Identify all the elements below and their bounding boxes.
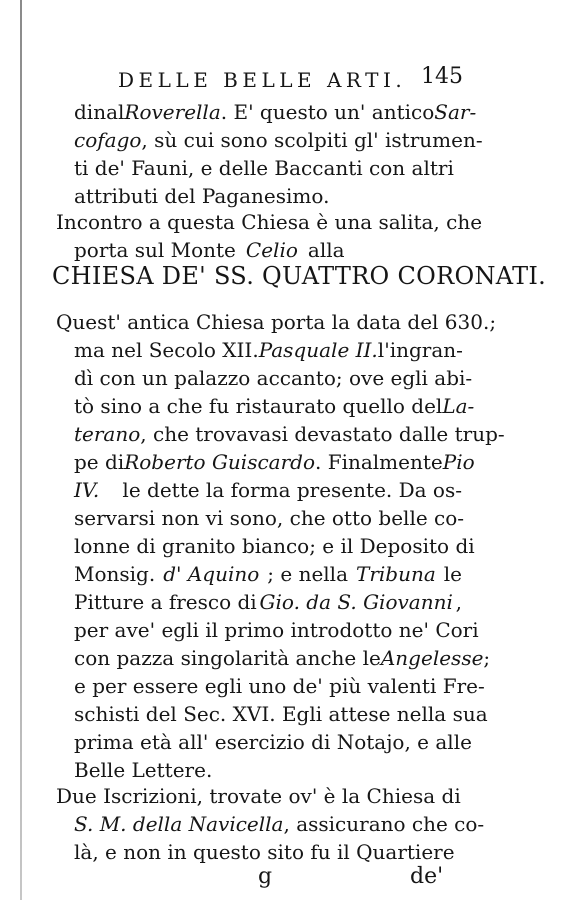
running-title: DELLE BELLE ARTI. bbox=[118, 68, 407, 92]
text-line: schisti del Sec. XVI. Egli attese nella sua bbox=[74, 702, 488, 726]
catchword: de' bbox=[410, 864, 444, 889]
text-line: attributi del Paganesimo. bbox=[74, 184, 330, 208]
text-line: con pazza singolarità anche le Angelesse ; bbox=[74, 646, 491, 670]
page-edge-shadow bbox=[20, 0, 22, 900]
running-header bbox=[118, 64, 463, 98]
text-line: IV. le dette la forma presente. Da os- bbox=[74, 478, 462, 502]
text-line: ti de' Fauni, e delle Baccanti con altri bbox=[74, 156, 454, 180]
text-line: prima età all' esercizio di Notajo, e alle bbox=[74, 730, 472, 754]
text-line: tò sino a che fu ristaurato quello del La- bbox=[74, 394, 475, 418]
text-line: porta sul Monte Celio alla bbox=[74, 238, 345, 262]
text-line: Pitture a fresco di Gio. da S. Giovanni , bbox=[74, 590, 462, 614]
text-line: Quest' antica Chiesa porta la data del 630.; bbox=[56, 310, 497, 334]
text-line: servarsi non vi sono, che otto belle co- bbox=[74, 506, 465, 530]
text-line: ma nel Secolo XII. Pasquale II. l'ingran- bbox=[74, 338, 463, 362]
page-number: 145 bbox=[421, 64, 463, 89]
text-line: Incontro a questa Chiesa è una salita, che bbox=[56, 210, 483, 234]
text-line: dinal Roverella . E' questo un' antico Sar- bbox=[74, 100, 477, 124]
text-line: terano , che trovavasi devastato dalle trup- bbox=[74, 422, 505, 446]
signature-mark: g bbox=[258, 864, 273, 889]
text-line: là, e non in questo sito fu il Quartiere bbox=[74, 840, 455, 864]
text-line: S. M. della Navicella , assicurano che co- bbox=[74, 812, 485, 836]
text-line: e per essere egli uno de' più valenti Fre- bbox=[74, 674, 485, 698]
text-line: per ave' egli il primo introdotto ne' Cori bbox=[74, 618, 479, 642]
text-line: lonne di granito bianco; e il Deposito di bbox=[74, 534, 475, 558]
text-line: dì con un palazzo accanto; ove egli abi- bbox=[74, 366, 473, 390]
text-line: Belle Lettere. bbox=[74, 758, 213, 782]
text-line: cofago , sù cui sono scolpiti gl' istrumen- bbox=[74, 128, 483, 152]
section-heading: CHIESA DE' SS. QUATTRO CORONATI. bbox=[52, 262, 547, 290]
text-line: pe di Roberto Guiscardo . Finalmente Pio bbox=[74, 450, 475, 474]
text-line: Due Iscrizioni, trovate ov' è la Chiesa di bbox=[56, 784, 461, 808]
text-line: Monsig. d' Aquino ; e nella Tribuna le bbox=[74, 562, 462, 586]
